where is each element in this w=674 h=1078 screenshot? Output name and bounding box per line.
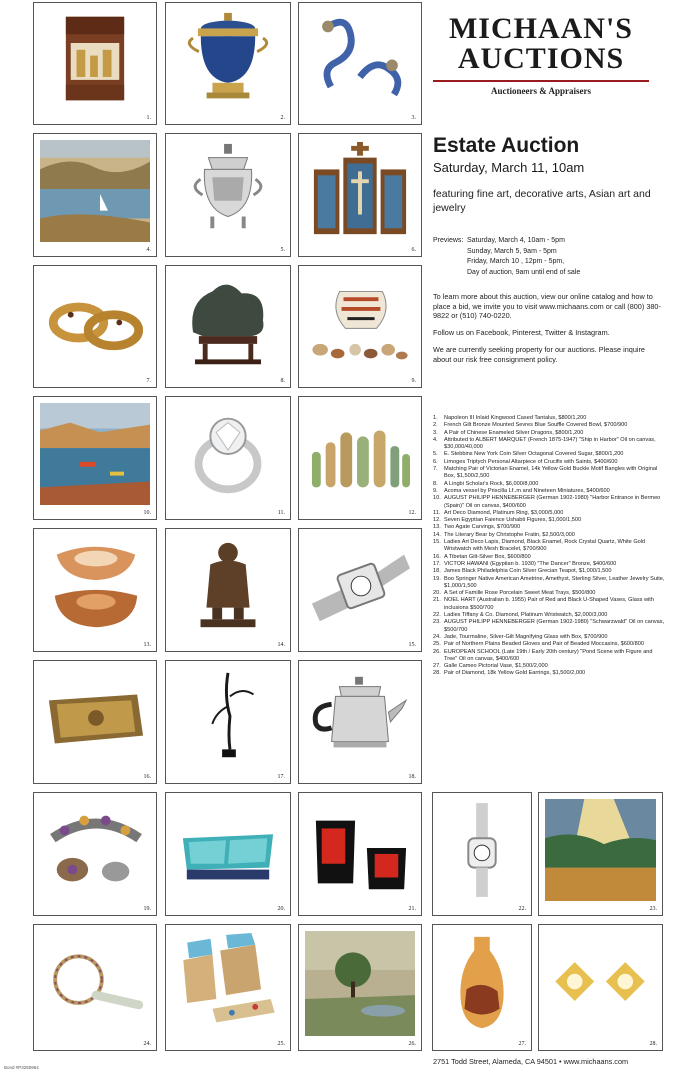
footer-address: 2751 Todd Street, Alameda, CA 94501 • www.michaans.com xyxy=(433,1057,629,1066)
glass-vases-icon xyxy=(305,799,415,901)
silver-teapot-icon xyxy=(305,667,415,769)
lot-item: 9. Acoma vessel by Priscilla Lf..m and Nineteen Miniatures, $400/600 xyxy=(433,487,610,494)
lot-tile-1 xyxy=(33,2,157,125)
lot-tile-17 xyxy=(165,660,291,784)
lot-item: 3. A Pair of Chinese Enameled Silver Dragons, $800/1,200 xyxy=(433,429,584,436)
lot-item: 8. A Lingbi Scholar's Rock, $6,000/8,000 xyxy=(433,480,539,487)
lot-number: 12. xyxy=(408,510,416,516)
harbor-painting-icon xyxy=(40,140,150,242)
lot-item: 5. E. Stebbins New York Coin Silver Octagonal Covered Sugar, $800/1,200 xyxy=(433,451,624,458)
lot-number: 25. xyxy=(277,1041,285,1047)
lot-tile-18 xyxy=(298,660,422,784)
lot-number: 28. xyxy=(649,1041,657,1047)
bronze-bear-icon xyxy=(172,535,284,637)
lot-item: 2. French Gilt Bronze Mounted Sevres Blue Souffle Covered Bowl, $700/900 xyxy=(433,422,628,429)
logo-tagline: Auctioneers & Appraisers xyxy=(491,86,591,96)
lot-tile-27 xyxy=(432,924,532,1051)
lot-number: 20. xyxy=(277,906,285,912)
michaans-logo xyxy=(433,14,649,96)
previews-block xyxy=(433,236,580,278)
lot-tile-3 xyxy=(298,2,422,125)
lot-tile-24 xyxy=(33,924,157,1051)
lot-tile-21 xyxy=(298,792,422,916)
silver-jewelry-suite-icon xyxy=(40,799,150,901)
lot-number: 19. xyxy=(143,906,151,912)
lot-number: 18. xyxy=(408,774,416,780)
lot-number: 23. xyxy=(649,906,657,912)
lot-tile-4 xyxy=(33,133,157,257)
lot-tile-16 xyxy=(33,660,157,784)
lot-number: 22. xyxy=(518,906,526,912)
lot-tile-7 xyxy=(33,265,157,388)
lot-number: 16. xyxy=(143,774,151,780)
lot-tile-23 xyxy=(538,792,663,916)
lot-tile-6 xyxy=(298,133,422,257)
logo-line-1: MICHAAN'S xyxy=(448,12,633,45)
lot-item: 13. Two Agate Carvings, $700/900 xyxy=(433,524,521,531)
preview-line: Saturday, March 4, 10am - 5pm xyxy=(467,237,565,244)
lot-item: 25. Pair of Northern Plains Beaded Gloves and Pair of Beaded Moccasins, $600/800 xyxy=(433,641,644,648)
lot-tile-28 xyxy=(538,924,663,1051)
lot-item: 6. Limoges Triptych Personal Altarpiece of Crucifix with Saints, $400/600 xyxy=(433,458,618,465)
logo-line-2: AUCTIONS xyxy=(457,42,625,75)
lot-number: 13. xyxy=(143,642,151,648)
lot-item: 12. Seven Egyptian Faience Ushabti Figures, $1,000/1,500 xyxy=(433,517,582,524)
lot-tile-12 xyxy=(298,396,422,520)
lot-number: 4. xyxy=(146,247,151,253)
lot-tile-14 xyxy=(165,528,291,652)
platinum-wristwatch-icon xyxy=(439,799,525,901)
porcelain-trays-icon xyxy=(172,799,284,901)
lot-item: 20. A Set of Famille Rose Porcelain Sweet Meat Trays, $500/800 xyxy=(433,590,596,597)
lot-tile-22 xyxy=(432,792,532,916)
lot-item: 16. A Tibetan Gilt-Silver Box, $600/800 xyxy=(433,553,531,560)
lot-item: 18. James Black Philadelphia Coin Silver Grecian Teapot, $1,000/1,500 xyxy=(433,568,612,575)
lot-number: 17. xyxy=(277,774,285,780)
lot-item: 24. Jade, Tourmaline, Silver-Gilt Magnifying Glass with Box, $700/900 xyxy=(433,633,608,640)
acoma-pottery-icon xyxy=(305,272,415,373)
lot-number: 11. xyxy=(277,510,285,516)
auction-date: Saturday, March 11, 10am xyxy=(433,160,585,175)
mesh-wristwatch-icon xyxy=(305,535,415,637)
triptych-altarpiece-icon xyxy=(305,140,415,242)
lot-tile-26 xyxy=(298,924,422,1051)
lot-number: 24. xyxy=(143,1041,151,1047)
silver-sugar-bowl-icon xyxy=(172,140,284,242)
lot-number: 7. xyxy=(146,378,151,384)
agate-carvings-icon xyxy=(40,535,150,637)
pond-scene-painting-icon xyxy=(305,931,415,1036)
previews-label: Previews: xyxy=(433,237,464,244)
lot-number: 8. xyxy=(280,378,285,384)
diamond-earrings-icon xyxy=(545,931,656,1036)
cameo-vase-icon xyxy=(439,931,525,1036)
lot-item: 15. Ladies Art Deco Lapis, Diamond, Black Enamel, Rock Crystal Quartz, White Gold Wristwatch with Mesh Bracelet, $700/900 xyxy=(433,539,646,553)
lot-number: 10. xyxy=(143,510,151,516)
scholars-rock-icon xyxy=(172,272,284,373)
lot-tile-20 xyxy=(165,792,291,916)
lot-tile-19 xyxy=(33,792,157,916)
gold-bangles-icon xyxy=(40,272,150,373)
preview-line: Friday, March 10 , 12pm - 5pm, xyxy=(467,258,565,265)
lot-number: 1. xyxy=(146,115,151,121)
info-seeking: We are currently seeking property for our auctions. Please inquire about our risk free consignment policy. xyxy=(433,345,645,364)
lot-item: 23. AUGUST PHILIPP HENNEBERGER (German 1902-1980) "Schwarzwald" Oil on canvas, $500/700 xyxy=(433,619,665,633)
info-learn-more: To learn more about this auction, view our online catalog and how to place a bid, we invite you to visit www.michaans.com or call (800) 380-9822 or (510) 740-0220. xyxy=(433,292,661,321)
lot-tile-11 xyxy=(165,396,291,520)
magnifying-glass-icon xyxy=(40,931,150,1036)
lot-tile-15 xyxy=(298,528,422,652)
lot-tile-13 xyxy=(33,528,157,652)
enameled-dragons-icon xyxy=(305,9,415,110)
lot-item: 10. AUGUST PHILIPP HENNEBERGER (German 1902-1980) "Harbor Entrance in Bermeo (Spain)" Oil on canvas, $400/600 xyxy=(433,495,661,509)
lot-item: 17. VICTOR HAWANI (Egyptian b. 1930) "The Dancer" Bronze, $400/600 xyxy=(433,560,617,567)
lot-number: 5. xyxy=(280,247,285,253)
lot-item: 21. NOEL HART (Australian b. 1955) Pair of Red and Black U-Shaped Vases, Glass with inclusions $500/700 xyxy=(433,597,654,611)
lot-tile-8 xyxy=(165,265,291,388)
beaded-gloves-icon xyxy=(172,931,284,1036)
ushabti-figures-icon xyxy=(305,403,415,505)
lot-tile-5 xyxy=(165,133,291,257)
lot-item: 19. Boo Springer Native American Ametrine, Amethyst, Sterling Silver, Leather Jewelry Suite, $1,000/1,500 xyxy=(433,575,665,589)
logo-rule xyxy=(433,80,649,82)
diamond-ring-icon xyxy=(172,403,284,505)
schwarzwald-painting-icon xyxy=(545,799,656,901)
lot-list xyxy=(433,415,665,678)
blue-covered-bowl-icon xyxy=(172,9,284,110)
lot-item: 4. Attributed to ALBERT MARQUET (French 1875-1947) "Ship in Harbor" Oil on canvas, $30,000/40,000 xyxy=(433,436,656,451)
preview-line: Sunday, March 5, 9am - 5pm xyxy=(467,247,557,255)
auction-title: Estate Auction xyxy=(433,134,580,157)
lot-item: 7. Matching Pair of Victorian Enamel, 14k Yellow Gold Buckle Motif Bangles with Original Box, $1,500/2,500 xyxy=(433,466,658,480)
tantalus-case-icon xyxy=(40,9,150,110)
lot-tile-10 xyxy=(33,396,157,520)
lot-item: 1. Napoleon III Inlaid Kingwood Cased Tantalus, $800/1,200 xyxy=(433,415,587,421)
lot-number: 27. xyxy=(518,1041,526,1047)
preview-line: Day of auction, 9am until end of sale xyxy=(467,268,581,276)
lot-number: 2. xyxy=(280,115,285,121)
bond-number: Bond #P3250964 xyxy=(4,1065,39,1070)
lot-number: 6. xyxy=(411,247,416,253)
gilt-silver-box-icon xyxy=(40,667,150,769)
lot-item: 28. Pair of Diamond, 18k Yellow Gold Earrings, $1,500/2,000 xyxy=(433,670,586,677)
lot-item: 11. Art Deco Diamond, Platinum Ring, $3,000/5,000 xyxy=(433,509,564,516)
dancer-bronze-icon xyxy=(172,667,284,769)
lot-number: 21. xyxy=(408,906,416,912)
lot-number: 9. xyxy=(411,378,416,384)
lot-tile-2 xyxy=(165,2,291,125)
lot-item: 27. Galle Cameo Pictorial Vase, $1,500/2,000 xyxy=(433,663,548,670)
lot-item: 26. EUROPEAN SCHOOL (Late 19th / Early 20th century) "Pond Scene with Figure and Tree" Oil on canvas, $400/600 xyxy=(433,648,653,662)
lot-item: 14. The Literary Bear by Christophe Fratin, $2,500/3,000 xyxy=(433,531,575,538)
info-follow: Follow us on Facebook, Pinterest, Twitter & Instagram. xyxy=(433,328,610,337)
lot-tile-9 xyxy=(298,265,422,388)
lot-number: 26. xyxy=(408,1041,416,1047)
lot-item: 22. Ladies Tiffany & Co. Diamond, Platinum Wristwatch, $2,000/3,000 xyxy=(433,612,608,619)
auction-featuring: featuring fine art, decorative arts, Asian art and jewelry xyxy=(433,188,651,214)
lot-number: 3. xyxy=(411,115,416,121)
lot-number: 14. xyxy=(277,642,285,648)
lot-number: 15. xyxy=(408,642,416,648)
lot-tile-25 xyxy=(165,924,291,1051)
bermeo-harbor-painting-icon xyxy=(40,403,150,505)
